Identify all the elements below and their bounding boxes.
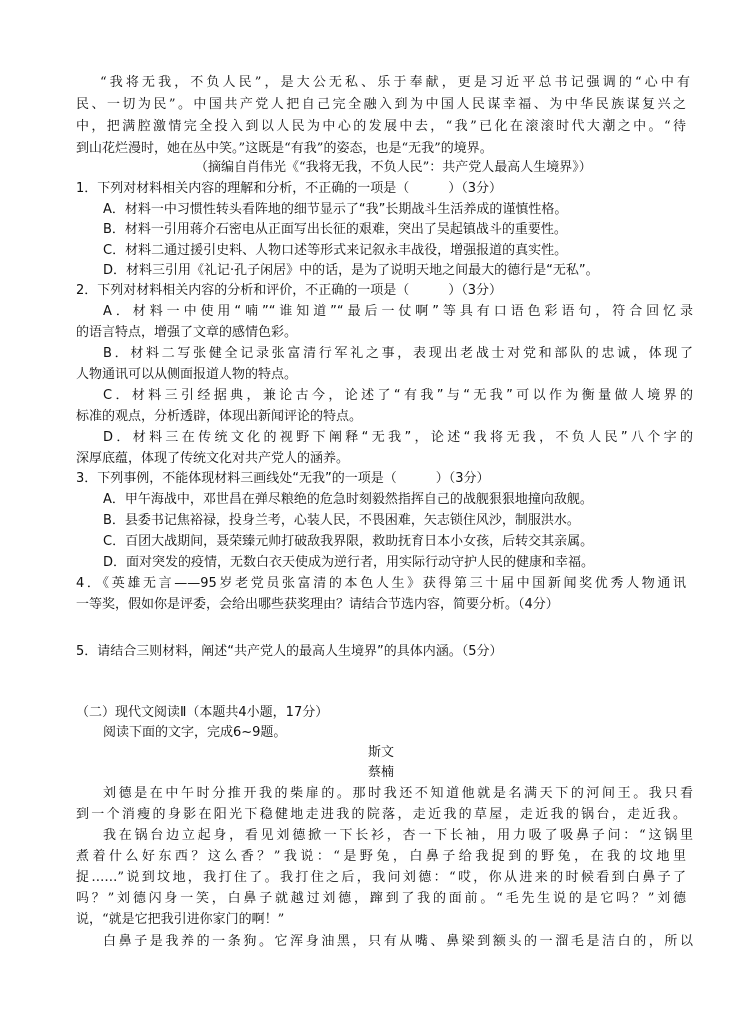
question-1-option-a: A．材料一中习惯性转头看阵地的细节显示了“我”长期战斗生活养成的谨慎性格。 bbox=[103, 202, 568, 217]
article-paragraph-line: 吗？”刘德闪身一笑，白鼻子就越过刘德，蹿到了我的面前。“毛先生说的是它吗？”刘德 bbox=[76, 891, 686, 906]
question-4-line: 一等奖，假如你是评委，会给出哪些获奖理由？请结合节选内容，简要分析。（4分） bbox=[76, 597, 559, 612]
question-1-option-d: D．材料三引用《礼记·孔子闲居》中的话，是为了说明天地之间最大的德行是“无私”。 bbox=[103, 263, 599, 278]
material-source: （摘编自肖伟光《“我将无我，不负人民”：共产党人最高人生境界》） bbox=[195, 160, 592, 175]
question-4-line: 4．《英雄无言——95岁老党员张富清的本色人生》获得第三十届中国新闻奖优秀人物通讯 bbox=[76, 576, 686, 591]
question-2-option-c: C．材料三引经据典，兼论古今，论述了“有我”与“无我”可以作为衡量做人境界的 bbox=[103, 388, 693, 403]
question-2-option-a: A．材料一中使用“喃”“谁知道”“最后一仗啊”等具有口语色彩语句，符合回忆录 bbox=[103, 304, 693, 319]
article-title: 斯文 bbox=[367, 745, 394, 760]
question-2-option-a-cont: 的语言特点，增强了文章的感情色彩。 bbox=[76, 325, 298, 340]
material-paragraph-line: “我将无我，不负人民”，是大公无私、乐于奉献，更是习近平总书记强调的“心中有 bbox=[100, 75, 690, 90]
question-3-option-c: C．百团大战期间，聂荣臻元帅打破敌我界限，救助抚育日本小女孩，后转交其亲属。 bbox=[103, 534, 594, 549]
question-1-option-b: B．材料一引用蒋介石密电从正面写出长征的艰难，突出了吴起镇战斗的重要性。 bbox=[103, 222, 567, 237]
article-paragraph-line: 捉……”说到坟地，我打住了。我打住之后，我问刘德：“哎，你从进来的时候看到白鼻子了 bbox=[76, 870, 686, 885]
question-2-option-d-cont: 深厚底蕴，体现了传统文化对共产党人的涵养。 bbox=[76, 451, 350, 466]
question-2-option-d: D．材料三在传统文化的视野下阐释“无我”，论述“我将无我，不负人民”八个字的 bbox=[103, 430, 693, 445]
question-1-stem: 1．下列对材料相关内容的理解和分析，不正确的一项是（ ）（3分） bbox=[76, 181, 503, 196]
article-paragraph-line: 白鼻子是我养的一条狗。它浑身油黑，只有从嘴、鼻梁到额头的一溜毛是洁白的，所以 bbox=[103, 934, 693, 949]
article-paragraph-line: 煮着什么好东西？这么香？”我说：“是野兔，白鼻子给我捉到的野兔，在我的坟地里 bbox=[76, 849, 686, 864]
question-3-stem: 3．下列事例，不能体现材料三画线处“无我”的一项是（ ）（3分） bbox=[76, 471, 490, 486]
question-2-stem: 2．下列对材料相关内容的分析和评价，不正确的一项是（ ）（3分） bbox=[76, 283, 503, 298]
article-paragraph-line: 我在锅台边立起身，看见刘德掀一下长衫，杏一下长袖，用力吸了吸鼻子问：“这锅里 bbox=[103, 828, 693, 843]
question-1-option-c: C．材料二通过援引史料、人物口述等形式来记叙永丰战役，增强报道的真实性。 bbox=[103, 243, 568, 258]
article-author: 蔡楠 bbox=[367, 765, 394, 780]
question-3-option-a: A．甲午海战中，邓世昌在弹尽粮绝的危急时刻毅然指挥自己的战舰狠狠地撞向敌舰。 bbox=[103, 492, 593, 507]
section-heading: （二）现代文阅读Ⅱ（本题共4小题，17分） bbox=[76, 705, 329, 720]
question-2-option-b: B．材料二写张健全记录张富清行军礼之事，表现出老战士对党和部队的忠诚，体现了 bbox=[103, 346, 693, 361]
material-paragraph-line: 到山花烂漫时，她在丛中笑。”这既是“有我”的姿态，也是“无我”的境界。 bbox=[76, 141, 493, 156]
article-paragraph-line: 到一个消瘦的身影在阳光下稳健地走进我的院落，走近我的草屋，走近我的锅台，走近我。 bbox=[76, 807, 686, 822]
question-3-option-b: B．县委书记焦裕禄，投身兰考，心装人民，不畏困难，矢志锁住风沙，制服洪水。 bbox=[103, 513, 580, 528]
material-paragraph-line: 中，把满腔激情完全投入到以人民为中心的发展中去，“我”已化在滚滚时代大潮之中。“待 bbox=[76, 119, 686, 134]
question-5-stem: 5．请结合三则材料，阐述“共产党人的最高人生境界”的具体内涵。（5分） bbox=[76, 644, 503, 659]
question-2-option-c-cont: 标准的观点，分析透辟，体现出新闻评论的特点。 bbox=[76, 409, 363, 424]
question-2-option-b-cont: 人物通讯可以从侧面报道人物的特点。 bbox=[76, 367, 298, 382]
question-3-option-d: D．面对突发的疫情，无数白衣天使成为逆行者，用实际行动守护人民的健康和幸福。 bbox=[103, 555, 595, 570]
article-paragraph-line: 刘德是在中午时分推开我的柴扉的。那时我还不知道他就是名满天下的河间王。我只看 bbox=[103, 786, 693, 801]
article-paragraph-line: 说，“就是它把我引进你家门的啊！” bbox=[76, 912, 285, 927]
section-instruction: 阅读下面的文字，完成6~9题。 bbox=[103, 725, 287, 740]
material-paragraph-line: 民、一切为民”。中国共产党人把自己完全融入到为中国人民谋幸福、为中华民族谋复兴之 bbox=[76, 97, 686, 112]
